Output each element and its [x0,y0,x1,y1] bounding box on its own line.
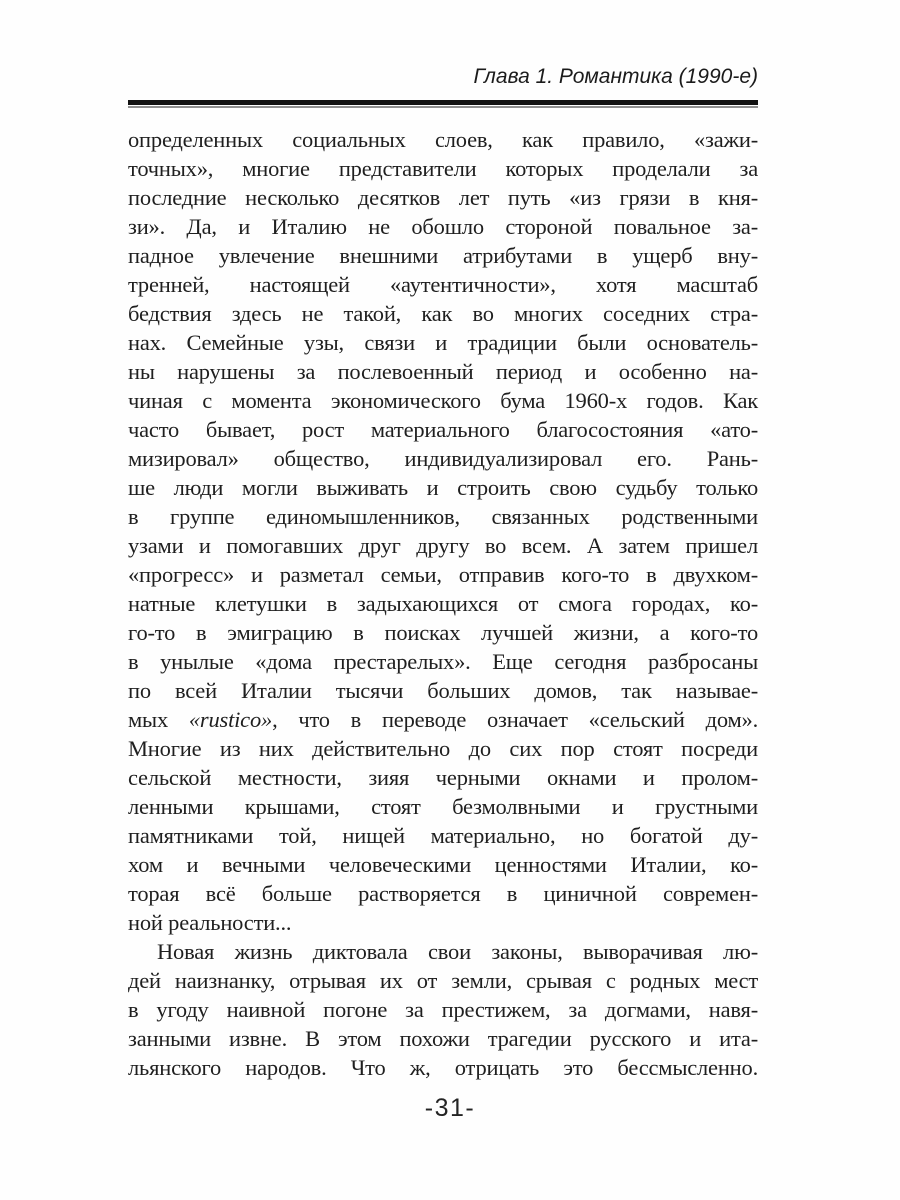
text-line: зи». Да, и Италию не обошло стороной повальное за- [128,214,758,239]
text-line: ны нарушены за послевоенный период и особенно на- [128,359,758,384]
text-line: торая всё больше растворяется в циничной современ- [128,881,758,906]
body-text [128,125,758,1082]
text-line: падное увлечение внешними атрибутами в ущерб вну- [128,243,758,268]
text-line: в унылые «дома престарелых». Еще сегодня разбросаны [128,649,758,674]
text-line: нах. Семейные узы, связи и традиции были основатель- [128,330,758,355]
italic-text-segment: «rustico» [188,707,273,732]
text-line: хом и вечными человеческими ценностями Италии, ко- [128,852,758,877]
paragraph [128,125,758,937]
text-line: тренней, настоящей «аутентичности», хотя масштаб [128,272,758,297]
text-line: точных», многие представители которых проделали за [128,156,758,181]
text-line: памятниками той, нищей материально, но богатой ду- [128,823,758,848]
text-line: мизировал» общество, индивидуализировал его. Рань- [128,446,758,471]
text-column [128,0,758,1082]
text-line: в группе единомышленников, связанных родственными [128,504,758,529]
text-line: Многие из них действительно до сих пор стоят посреди [128,736,758,761]
text-line: го-то в эмиграцию в поисках лучшей жизни, а кого-то [128,620,758,645]
text-line: по всей Италии тысячи больших домов, так называе- [128,678,758,703]
running-head: Глава 1. Романтика (1990-е) [473,65,758,88]
text-line: определенных социальных слоев, как правило, «зажи- [128,127,758,152]
text-segment: мых [128,707,189,732]
text-line: в угоду наивной погоне за престижем, за догмами, навя- [128,997,758,1022]
text-line: часто бывает, рост материального благосостояния «ато- [128,417,758,442]
text-line: «прогресс» и разметал семьи, отправив кого-то в двухком- [128,562,758,587]
header-rule-thin-line [128,106,758,108]
text-line: чиная с момента экономического бума 1960-х годов. Как [128,388,758,413]
text-segment: , что в переводе означает «сельский дом». [272,707,758,732]
text-line: ной реальности... [128,910,292,935]
text-line: последние несколько десятков лет путь «из грязи в кня- [128,185,758,210]
text-line: дей наизнанку, отрывая их от земли, срывая с родных мест [128,968,758,993]
page-number: -31- [424,1094,476,1122]
text-line: ленными крышами, стоят безмолвными и грустными [128,794,758,819]
text-line [128,705,758,734]
text-line: узами и помогавших друг другу во всем. А затем пришел [128,533,758,558]
text-line: Новая жизнь диктовала свои законы, выворачивая лю- [157,939,758,964]
text-line: бедствия здесь не такой, как во многих соседних стра- [128,301,758,326]
text-line: ше люди могли выживать и строить свою судьбу только [128,475,758,500]
text-line: сельской местности, зияя черными окнами и пролом- [128,765,758,790]
paragraph [128,937,758,1082]
text-line: льянского народов. Что ж, отрицать это бессмысленно. [128,1055,758,1080]
header-rule [128,100,758,108]
text-line: занными извне. В этом похожи трагедии русского и ита- [128,1026,758,1051]
text-line: натные клетушки в задыхающихся от смога городах, ко- [128,591,758,616]
